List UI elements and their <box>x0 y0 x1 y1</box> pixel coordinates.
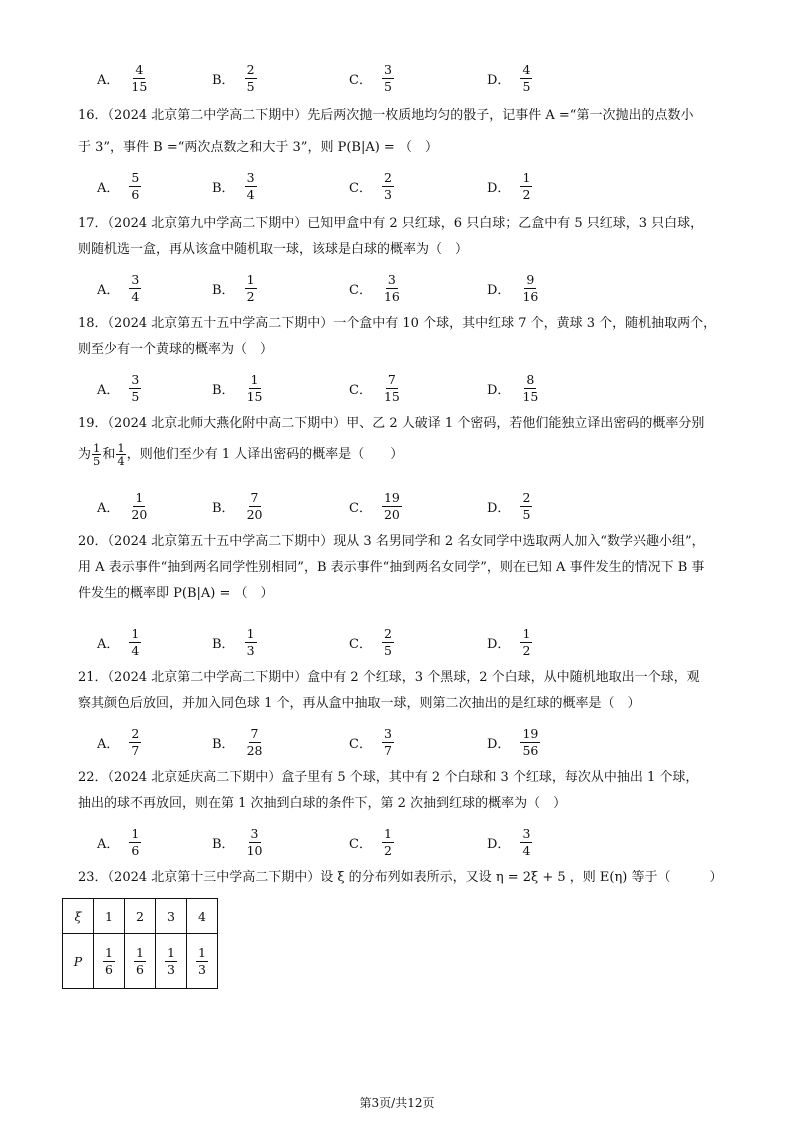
q18-option-a[interactable]: A． $\frac{3}{5}$ <box>97 368 141 408</box>
inline-fraction: $\frac{1}{5}$ <box>93 441 101 468</box>
fraction: $\frac{4}{15}$ <box>131 61 148 94</box>
fraction: $\frac{1}{2}$ <box>382 827 394 858</box>
question-18-stem-line1: 18．（2024 北京第五十五中学高二下期中）一个盒中有 10 个球，其中红球 7 个，黄球 3 个，随机抽取两个， <box>78 316 717 331</box>
fraction: $\frac{1}{20}$ <box>131 489 148 522</box>
fraction: $\frac{3}{10}$ <box>246 825 263 858</box>
fraction: $\frac{4}{5}$ <box>520 63 532 94</box>
fraction: $\frac{1}{15}$ <box>246 371 263 404</box>
fraction: $\frac{1}{4}$ <box>129 627 141 658</box>
table-cell <box>125 934 156 989</box>
question-22 <box>78 766 728 816</box>
fraction: $\frac{1}{6}$ <box>134 946 146 977</box>
table-row <box>63 899 218 934</box>
fraction: $\frac{1}{6}$ <box>129 827 141 858</box>
q21-option-b[interactable]: B． $\frac{7}{28}$ <box>212 725 263 758</box>
q17-options <box>97 268 657 308</box>
q18-option-c[interactable]: C． $\frac{7}{15}$ <box>349 371 400 404</box>
question-19 <box>78 412 728 467</box>
q20-option-d[interactable]: D． $\frac{1}{2}$ <box>487 622 532 662</box>
q20-option-b[interactable]: B． $\frac{1}{3}$ <box>212 622 257 662</box>
q16-option-b[interactable]: B． $\frac{3}{4}$ <box>212 166 257 206</box>
q19-option-d[interactable]: D． $\frac{2}{5}$ <box>487 486 532 526</box>
q18-options <box>97 368 657 408</box>
fraction: $\frac{1}{2}$ <box>245 273 257 304</box>
fraction: $\frac{1}{3}$ <box>196 946 208 977</box>
question-23 <box>78 866 728 890</box>
q15-option-b[interactable]: B． $\frac{2}{5}$ <box>212 58 257 98</box>
fraction: $\frac{3}{16}$ <box>383 271 400 304</box>
fraction: $\frac{1}{6}$ <box>103 946 115 977</box>
fraction: $\frac{7}{15}$ <box>383 371 400 404</box>
question-19-stem-line1: 19．（2024 北京北师大燕化附中高二下期中）甲、乙 2 人破译 1 个密码，若他们能独立译出密码的概率分别 <box>78 416 705 431</box>
q17-option-d[interactable]: D． $\frac{9}{16}$ <box>487 271 539 304</box>
fraction: $\frac{2}{5}$ <box>245 63 257 94</box>
q22-options <box>97 822 657 862</box>
question-17 <box>78 212 728 262</box>
fraction: $\frac{3}{4}$ <box>129 273 141 304</box>
q20-option-a[interactable]: A． $\frac{1}{4}$ <box>97 622 141 662</box>
q17-option-c[interactable]: C． $\frac{3}{16}$ <box>349 271 400 304</box>
fraction: $\frac{8}{15}$ <box>522 371 539 404</box>
question-16-stem-line2: 于 3”，事件 B =“两次点数之和大于 3”，则 P(B|A) = （ ） <box>78 140 438 155</box>
question-16-stem-line1: 16．（2024 北京第二中学高二下期中）先后两次抛一枚质地均匀的骰子，记事件 A =“第一次抛出的点数小 <box>78 108 694 123</box>
fraction: $\frac{19}{56}$ <box>522 725 539 758</box>
q16-option-a[interactable]: A． $\frac{5}{6}$ <box>97 166 141 206</box>
fraction: $\frac{3}{4}$ <box>520 827 532 858</box>
table-header-cell: 1 <box>94 899 125 934</box>
q19-option-b[interactable]: B． $\frac{7}{20}$ <box>212 489 263 522</box>
inline-fraction: $\frac{1}{4}$ <box>117 441 125 468</box>
q18-option-d[interactable]: D． $\frac{8}{15}$ <box>487 371 539 404</box>
question-20-stem-line2: 用 A 表示事件“抽到两名同学性别相同”，B 表示事件“抽到两名女同学”，则在已知 A 事件发生的情况下 B 事 <box>78 560 705 575</box>
q15-options <box>97 58 657 98</box>
q16-options <box>97 166 657 206</box>
question-23-stem-line1: 23．（2024 北京第十三中学高二下期中）设 ξ 的分布列如表所示，又设 η = 2ξ + 5 ，则 E(η) 等于（ ） <box>78 870 723 885</box>
q22-option-a[interactable]: A． $\frac{1}{6}$ <box>97 822 141 862</box>
question-20-stem-line3: 件发生的概率即 P(B|A) = （ ） <box>78 586 274 601</box>
table-header-cell: 3 <box>156 899 187 934</box>
q19-option-a[interactable]: A． $\frac{1}{20}$ <box>97 489 148 522</box>
page-footer: 第3页/共12页 <box>359 1096 435 1110</box>
q22-option-c[interactable]: C． $\frac{1}{2}$ <box>349 822 394 862</box>
q19-options <box>97 486 657 526</box>
question-22-stem-line1: 22．（2024 北京延庆高二下期中）盒子里有 5 个球，其中有 2 个白球和 3 个红球，每次从中抽出 1 个球， <box>78 770 699 785</box>
fraction: $\frac{7}{28}$ <box>246 725 263 758</box>
q15-option-d[interactable]: D． $\frac{4}{5}$ <box>487 58 532 98</box>
table-cell <box>187 934 218 989</box>
table-cell <box>94 934 125 989</box>
fraction: $\frac{7}{20}$ <box>246 489 263 522</box>
question-20-stem-line1: 20．（2024 北京第五十五中学高二下期中）现从 3 名男同学和 2 名女同学中选取两人加入“数学兴趣小组”， <box>78 534 705 549</box>
table-header-cell: ξ <box>63 899 94 934</box>
fraction: $\frac{2}{5}$ <box>382 627 394 658</box>
question-17-stem-line1: 17．（2024 北京第九中学高二下期中）已知甲盒中有 2 只红球，6 只白球；乙盒中有 5 只红球，3 只白球， <box>78 216 704 231</box>
q20-option-c[interactable]: C． $\frac{2}{5}$ <box>349 622 394 662</box>
question-21-stem-line2: 察其颜色后放回，并加入同色球 1 个，再从盒中抽取一球，则第二次抽出的是红球的概率是（ ） <box>78 696 641 711</box>
q15-option-a[interactable]: A． $\frac{4}{15}$ <box>97 61 148 94</box>
question-21-stem-line1: 21．（2024 北京第二中学高二下期中）盒中有 2 个红球，3 个黑球，2 个白球，从中随机地取出一个球，观 <box>78 670 700 685</box>
fraction: $\frac{2}{3}$ <box>382 171 394 202</box>
fraction: $\frac{2}{7}$ <box>129 727 141 758</box>
q21-options <box>97 722 657 762</box>
fraction: $\frac{2}{5}$ <box>520 491 532 522</box>
question-21 <box>78 666 728 716</box>
q17-option-a[interactable]: A． $\frac{3}{4}$ <box>97 268 141 308</box>
q22-option-d[interactable]: D． $\frac{3}{4}$ <box>487 822 532 862</box>
fraction: $\frac{1}{3}$ <box>245 627 257 658</box>
table-row-label: P <box>63 934 94 989</box>
fraction: $\frac{3}{7}$ <box>382 727 394 758</box>
distribution-table <box>62 898 218 989</box>
question-16 <box>78 104 728 160</box>
fraction: $\frac{3}{5}$ <box>129 373 141 404</box>
table-header-cell: 2 <box>125 899 156 934</box>
q22-option-b[interactable]: B． $\frac{3}{10}$ <box>212 825 263 858</box>
table-header-cell: 4 <box>187 899 218 934</box>
table-cell <box>156 934 187 989</box>
fraction: $\frac{19}{20}$ <box>383 489 400 522</box>
q21-option-c[interactable]: C． $\frac{3}{7}$ <box>349 722 394 762</box>
fraction: $\frac{1}{2}$ <box>520 171 532 202</box>
table-row <box>63 934 218 989</box>
q16-option-d[interactable]: D． $\frac{1}{2}$ <box>487 166 532 206</box>
question-19-stem-line2: 为 $\frac{1}{5}$ 和 $\frac{1}{4}$ ，则他们至少有 1 人译出密码的概率是（ ） <box>78 441 404 468</box>
q21-option-a[interactable]: A． $\frac{2}{7}$ <box>97 722 141 762</box>
question-18 <box>78 312 728 362</box>
q17-option-b[interactable]: B． $\frac{1}{2}$ <box>212 268 257 308</box>
fraction: $\frac{5}{6}$ <box>129 171 141 202</box>
fraction: $\frac{3}{4}$ <box>245 171 257 202</box>
q15-option-c[interactable]: C． $\frac{3}{5}$ <box>349 58 394 98</box>
q19-option-c[interactable]: C． $\frac{19}{20}$ <box>349 489 400 522</box>
fraction: $\frac{1}{2}$ <box>520 627 532 658</box>
question-17-stem-line2: 则随机选一盒，再从该盒中随机取一球，该球是白球的概率为（ ） <box>78 242 469 257</box>
q21-option-d[interactable]: D． $\frac{19}{56}$ <box>487 725 539 758</box>
fraction: $\frac{3}{5}$ <box>382 63 394 94</box>
question-18-stem-line2: 则至少有一个黄球的概率为（ ） <box>78 342 274 357</box>
question-20 <box>78 530 728 606</box>
question-22-stem-line2: 抽出的球不再放回，则在第 1 次抽到白球的条件下，第 2 次抽到红球的概率为（ ） <box>78 796 567 811</box>
q16-option-c[interactable]: C． $\frac{2}{3}$ <box>349 166 394 206</box>
fraction: $\frac{9}{16}$ <box>522 271 539 304</box>
fraction: $\frac{1}{3}$ <box>165 946 177 977</box>
q20-options <box>97 622 657 662</box>
q18-option-b[interactable]: B． $\frac{1}{15}$ <box>212 371 263 404</box>
